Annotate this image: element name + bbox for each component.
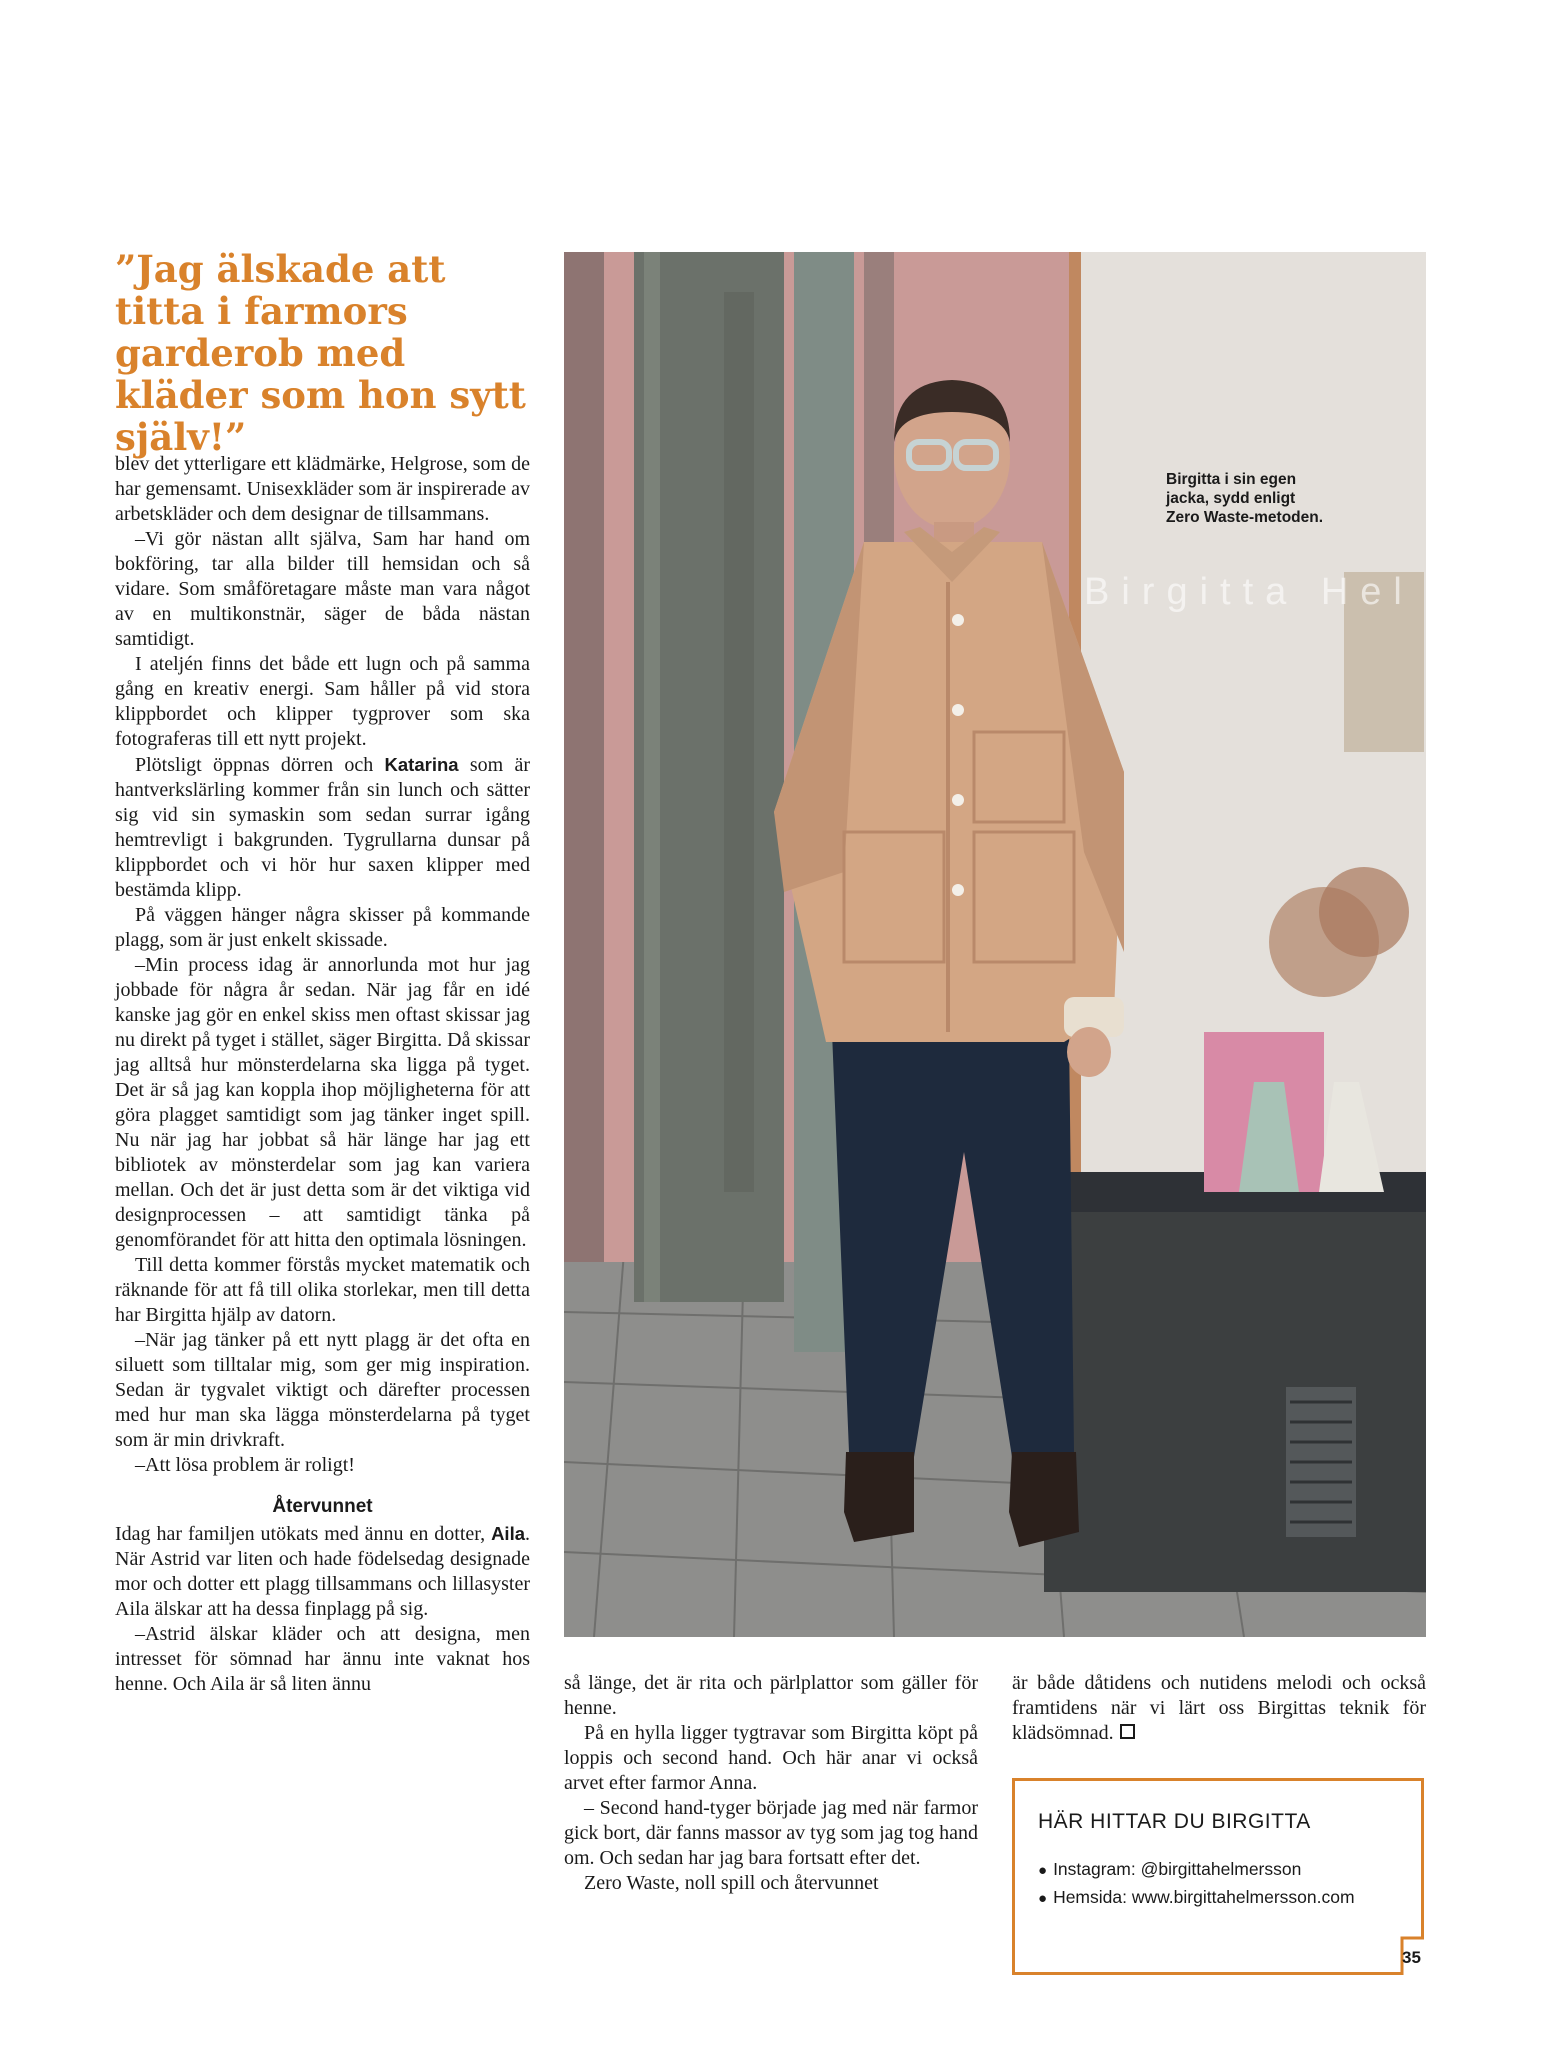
- paragraph: I ateljén finns det både ett lugn och på samma gång en kreativ energi. Sam håller på vid stora klippbordet och klipper tygprover som ska fotograferas till ett nytt projekt.: [115, 653, 530, 750]
- article-column-1: [115, 452, 530, 1697]
- info-box-list: [1038, 1856, 1355, 1912]
- paragraph: –Vi gör nästan allt själva, Sam har hand om bokföring, tar alla bilder till hemsidan och så vidare. Som småföretagare måste man vara något av en multikonstnär, säger de båda nästan samtidigt.: [115, 528, 530, 650]
- paragraph: –När jag tänker på ett nytt plagg är det ofta en siluett som tilltalar mig, som ger mig inspiration. Sedan är tygvalet viktigt och därefter processen med hur man ska lägga mönsterdelarna på tyget som är min drivkraft.: [115, 1329, 530, 1451]
- paragraph: blev det ytterligare ett klädmärke, Helgrose, som de har gemensamt. Unisexkläder som är inspirerade av arbetskläder och dem designar de tillsammans.: [115, 453, 530, 525]
- paragraph: –Astrid älskar kläder och att designa, men intresset för sömnad har ännu inte vaknat hos henne. Och Aila är så liten ännu: [115, 1623, 530, 1695]
- paragraph-text: Idag har familjen utökats med ännu en dotter,: [115, 1523, 492, 1545]
- paragraph: [115, 752, 530, 903]
- name-highlight: Katarina: [384, 754, 459, 775]
- article-column-3: [1012, 1671, 1426, 1746]
- paragraph: –Min process idag är annorlunda mot hur jag jobbade för några år sedan. När jag får en idé kanske jag gör en enkel skiss men oftast skissar jag nu direkt på tyget i stället, säger Birgitta. Då skissar jag alltså hur mönsterdelarna ska ligga på tyget. Det är så jag kan koppla ihop möjligheterna för att göra plagget samtidigt som jag tänker inget spill. Nu när jag har jobbat så här länge har jag ett bibliotek av mönsterdelar som jag kan variera mellan. Och det är just detta som är det viktiga vid designprocessen – att samtidigt tänka på genomförandet för att hitta den optimala lösningen.: [115, 954, 530, 1251]
- paragraph: så länge, det är rita och pärlplattor som gäller för henne.: [564, 1672, 978, 1719]
- paragraph-text: Plötsligt öppnas dörren och: [135, 754, 385, 776]
- list-item: ● Hemsida: www.birgittahelmersson.com: [1038, 1884, 1355, 1912]
- paragraph: På en hylla ligger tygtravar som Birgitta köpt på loppis och second hand. Och här anar vi också arvet efter farmor Anna.: [564, 1722, 978, 1794]
- paragraph: På väggen hänger några skisser på kommande plagg, som är just enkelt skissade.: [115, 904, 530, 951]
- paragraph: [115, 1521, 530, 1622]
- end-mark-icon: [1120, 1724, 1135, 1739]
- page-number: 35: [1402, 1948, 1421, 1967]
- photo-caption: Birgitta i sin egen jacka, sydd enligt Zero Waste-metoden.: [1166, 471, 1324, 526]
- list-item: ● Instagram: @birgittahelmersson: [1038, 1856, 1355, 1884]
- name-highlight: Aila: [491, 1523, 525, 1544]
- paragraph: –Att lösa problem är roligt!: [135, 1454, 355, 1476]
- paragraph: [1012, 1671, 1426, 1746]
- info-box-title: HÄR HITTAR DU BIRGITTA: [1038, 1810, 1311, 1833]
- pull-quote: ”Jag älskade att titta i farmors garderob med kläder som hon sytt själv!”: [115, 247, 526, 459]
- article-column-2: [564, 1671, 978, 1896]
- paragraph-text: som är hantverkslärling kommer från sin lunch och sätter sig vid sin symaskin som sedan surrar igång hemtrevligt i bakgrunden. Tygrullarna dunsar på klippbordet och vi hör hur saxen klipper med bestämda klipp.: [115, 754, 530, 901]
- portrait-photo: [564, 252, 1426, 1637]
- paragraph-text: . När Astrid var liten och hade födelsedag designade mor och dotter ett plagg tillsammans och lillasyster Aila älskar att ha dessa finplagg på sig.: [115, 1523, 530, 1620]
- paragraph: Zero Waste, noll spill och återvunnet: [584, 1872, 879, 1894]
- window-lettering: Birgitta Hel: [1084, 571, 1414, 613]
- paragraph: – Second hand-tyger började jag med när farmor gick bort, där fanns massor av tyg som jag tog hand om. Och sedan har jag bara fortsatt efter det.: [564, 1797, 978, 1869]
- info-box: [1012, 1778, 1424, 1975]
- paragraph: Till detta kommer förstås mycket matematik och räknande för att få till olika storlekar, men till detta har Birgitta hjälp av datorn.: [115, 1254, 530, 1326]
- subheading: Återvunnet: [272, 1496, 373, 1517]
- paragraph-text: är både dåtidens och nutidens melodi och också framtidens när vi lärt oss Birgittas teknik för klädsömnad.: [1012, 1672, 1426, 1744]
- photo-illustration: [564, 252, 1426, 1637]
